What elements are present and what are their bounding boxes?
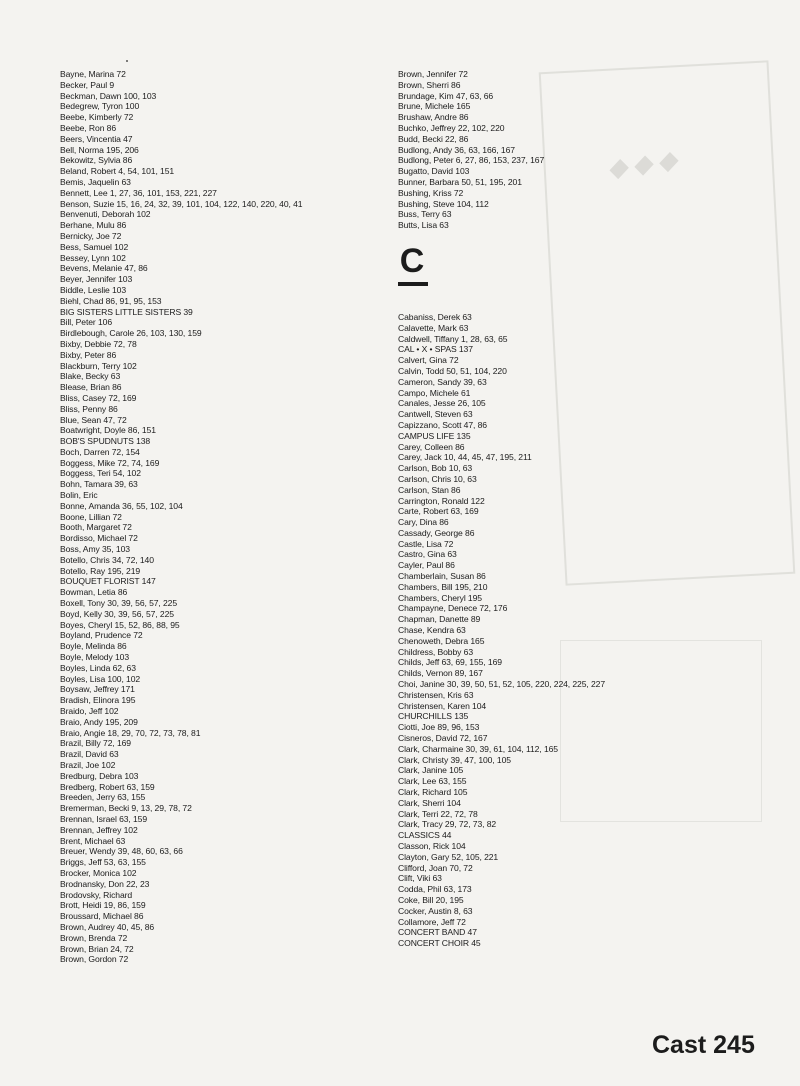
index-entry: Clark, Sherri 104 [398,797,461,808]
index-entry: Chenoweth, Debra 165 [398,635,485,646]
index-entry: Bedegrew, Tyron 100 [60,101,140,112]
index-entry: BOB'S SPUDNUTS 138 [60,436,151,447]
index-entry: Bushing, Steve 104, 112 [398,198,489,209]
index-entry: Boyland, Prudence 72 [60,630,143,641]
index-entry: Boyles, Linda 62, 63 [60,662,136,673]
index-entry: Bushing, Kriss 72 [398,187,464,198]
index-entry: Clark, Tracy 29, 72, 73, 82 [398,819,497,830]
index-entry: Brent, Michael 63 [60,835,126,846]
index-entry: Boyles, Lisa 100, 102 [60,673,141,684]
index-entry: Clark, Charmaine 30, 39, 61, 104, 112, 165 [398,743,558,754]
section-letter: C [399,241,425,280]
index-entry: Clark, Richard 105 [398,787,468,798]
index-entry: Carey, Colleen 86 [398,441,465,452]
index-entry: Cameron, Sandy 39, 63 [398,376,487,387]
index-entry: Brazil, Billy 72, 169 [60,738,131,749]
index-entry: Calvert, Gina 72 [398,355,459,366]
index-entry: Boatwright, Doyle 86, 151 [60,425,156,436]
index-entry: Coke, Bill 20, 195 [398,894,464,905]
index-entry: Buchko, Jeffrey 22, 102, 220 [398,122,505,133]
index-entry: Botello, Chris 34, 72, 140 [60,554,154,565]
index-entry: Bunner, Barbara 50, 51, 195, 201 [398,176,522,187]
index-entry: Boch, Darren 72, 154 [60,446,140,457]
index-entry: Clift, Viki 63 [398,873,442,884]
index-entry: Carrington, Ronald 122 [398,495,485,506]
index-entry: Buss, Terry 63 [398,209,452,220]
page-folio [652,1031,755,1060]
index-entry: Cantwell, Steven 63 [398,409,473,420]
index-entry: Brushaw, Andre 86 [398,112,469,123]
index-entry: Boss, Amy 35, 103 [60,544,130,555]
index-column-right [398,69,788,949]
index-entry: Clark, Christy 39, 47, 100, 105 [398,754,511,765]
index-entry: Cabaniss, Derek 63 [398,311,472,322]
index-entry: Canales, Jesse 26, 105 [398,398,486,409]
index-entry: Carlson, Chris 10, 63 [398,473,477,484]
section-letter-underline [398,282,428,286]
index-entry: Chase, Kendra 63 [398,625,466,636]
index-entry: Biehl, Chad 86, 91, 95, 153 [60,295,162,306]
index-entry: Bekowitz, Sylvia 86 [60,155,133,166]
index-entry: Chambers, Cheryl 195 [398,592,482,603]
index-entry: Brown, Gordon 72 [60,954,129,965]
bleed-through-graphic: ◆ ◆ ◆ [606,146,679,183]
index-entry: Blake, Becky 63 [60,371,121,382]
index-entry: Ciotti, Joe 89, 96, 153 [398,722,480,733]
index-entry: Bevens, Melanie 47, 86 [60,263,148,274]
index-entry: Budlong, Andy 36, 63, 166, 167 [398,144,515,155]
index-entry: Brocker, Monica 102 [60,867,137,878]
index-entry: Bennett, Lee 1, 27, 36, 101, 153, 221, 227 [60,187,217,198]
index-entry: Boyle, Melody 103 [60,652,130,663]
index-entry: Biddle, Leslie 103 [60,284,127,295]
index-entry: Christensen, Karen 104 [398,700,487,711]
index-entry: Calavette, Mark 63 [398,322,469,333]
index-entry: CHURCHILLS 135 [398,711,469,722]
index-entry: Collamore, Jeff 72 [398,916,466,927]
index-entry: Brodnansky, Don 22, 23 [60,878,150,889]
index-entry: Calvin, Todd 50, 51, 104, 220 [398,365,507,376]
index-entry: Beyer, Jennifer 103 [60,274,133,285]
index-entry: Castro, Gina 63 [398,549,457,560]
index-entry: Chamberlain, Susan 86 [398,571,486,582]
index-entry: Bonne, Amanda 36, 55, 102, 104 [60,500,183,511]
index-entry: Bessey, Lynn 102 [60,252,126,263]
index-entry: Braido, Jeff 102 [60,706,119,717]
index-entry: Bowman, Letia 86 [60,587,128,598]
index-entry: Christensen, Kris 63 [398,689,474,700]
index-entry: BIG SISTERS LITTLE SISTERS 39 [60,306,193,317]
index-entry: CAL • X • SPAS 137 [398,344,473,355]
index-entry: Brown, Jennifer 72 [398,69,468,79]
index-entry: Braio, Angie 18, 29, 70, 72, 73, 78, 81 [60,727,201,738]
index-entry: Breuer, Wendy 39, 48, 60, 63, 66 [60,846,183,857]
index-entry: Castle, Lisa 72 [398,538,454,549]
index-entry: Clark, Lee 63, 155 [398,776,467,787]
folio-page-number: 245 [713,1031,755,1059]
index-entry: Boone, Lillian 72 [60,511,122,522]
index-entry: CLASSICS 44 [398,830,452,841]
index-entry: Clifford, Joan 70, 72 [398,862,473,873]
index-entry: Blackburn, Terry 102 [60,360,137,371]
index-entry: Berhane, Mulu 86 [60,220,127,231]
index-entry: Bess, Samuel 102 [60,241,129,252]
index-entry: Cassady, George 86 [398,527,475,538]
index-group-c [398,312,788,949]
index-entry: Brown, Brian 24, 72 [60,943,134,954]
index-entry: Cocker, Austin 8, 63 [398,905,473,916]
index-entry: Brennan, Jeffrey 102 [60,824,138,835]
index-entry: Champayne, Denece 72, 176 [398,603,508,614]
index-entry: Caldwell, Tiffany 1, 28, 63, 65 [398,333,508,344]
index-entry: Bemis, Jaquelin 63 [60,176,131,187]
index-entry: Bradish, Elinora 195 [60,695,136,706]
index-entry: Carte, Robert 63, 169 [398,506,479,517]
index-entry: Booth, Margaret 72 [60,522,132,533]
index-entry: Brodovsky, Richard [60,889,133,900]
index-entry: Boyle, Melinda 86 [60,641,127,652]
index-entry: Boyd, Kelly 30, 39, 56, 57, 225 [60,608,174,619]
index-entry: Bohn, Tamara 39, 63 [60,479,138,490]
index-entry: Brazil, Joe 102 [60,760,116,770]
index-entry: Beland, Robert 4, 54, 101, 151 [60,166,175,177]
index-entry: Bill, Peter 106 [60,317,113,328]
index-entry: Boxell, Tony 30, 39, 56, 57, 225 [60,598,178,609]
index-entry: Choi, Janine 30, 39, 50, 51, 52, 105, 220, 224, 225, 227 [398,679,606,690]
index-entry: Bayne, Marina 72 [60,69,126,79]
index-entry: Budlong, Peter 6, 27, 86, 153, 237, 167 [398,155,545,166]
index-entry: Bordisso, Michael 72 [60,533,138,544]
index-entry: BOUQUET FLORIST 147 [60,576,156,587]
index-entry: Bixby, Peter 86 [60,349,117,360]
index-entry: Bugatto, David 103 [398,166,470,177]
index-entry: Brundage, Kim 47, 63, 66 [398,90,494,101]
index-entry: Carlson, Stan 86 [398,484,461,495]
index-entry: Beebe, Ron 86 [60,122,117,133]
index-entry: Cayler, Paul 86 [398,560,455,571]
index-entry: Beckman, Dawn 100, 103 [60,90,157,101]
index-entry: Clark, Janine 105 [398,765,464,776]
index-entry: Bredburg, Debra 103 [60,770,139,781]
index-entry: Benvenuti, Deborah 102 [60,209,151,220]
index-entry: Becker, Paul 9 [60,79,115,90]
index-entry: Chambers, Bill 195, 210 [398,581,488,592]
index-entry: Carey, Jack 10, 44, 45, 47, 195, 211 [398,452,532,463]
index-entry: Childs, Jeff 63, 69, 155, 169 [398,657,502,668]
index-entry: Bernicky, Joe 72 [60,230,122,241]
index-entry: Bredberg, Robert 63, 159 [60,781,155,792]
index-entry: Clark, Terri 22, 72, 78 [398,808,478,819]
index-entry: CONCERT CHOIR 45 [398,938,481,949]
index-entry: Brown, Sherri 86 [398,79,461,90]
index-entry: Birdlebough, Carole 26, 103, 130, 159 [60,328,202,339]
section-letter-heading [398,241,788,280]
index-entry: Carlson, Bob 10, 63 [398,463,473,474]
index-entry: Brune, Michele 165 [398,101,471,112]
index-entry: Bremerman, Becki 9, 13, 29, 78, 72 [60,803,192,814]
index-entry: Budd, Becki 22, 86 [398,133,469,144]
index-entry: Cisneros, David 72, 167 [398,733,488,744]
index-entry: Bliss, Penny 86 [60,403,118,414]
index-entry: Bolin, Eric [60,490,98,501]
index-entry: Boysaw, Jeffrey 171 [60,684,135,695]
index-entry: Classon, Rick 104 [398,841,466,851]
index-entry: Bell, Norma 195, 206 [60,144,139,155]
index-entry: Boggess, Mike 72, 74, 169 [60,457,160,468]
index-entry: Blue, Sean 47, 72 [60,414,127,425]
index-entry: Capizzano, Scott 47, 86 [398,419,487,430]
index-entry: Clayton, Gary 52, 105, 221 [398,851,499,862]
index-entry: CAMPUS LIFE 135 [398,430,471,441]
index-entry: Braio, Andy 195, 209 [60,716,138,727]
index-entry: Brazil, David 63 [60,749,119,760]
index-entry: Boggess, Teri 54, 102 [60,468,141,479]
folio-section: Cast [652,1031,707,1059]
index-entry: Butts, Lisa 63 [398,220,449,231]
index-entry: Cary, Dina 86 [398,517,449,528]
index-column-left [60,69,450,965]
index-entry: CONCERT BAND 47 [398,927,477,938]
index-entry: Brown, Audrey 40, 45, 86 [60,921,155,932]
index-entry: Childress, Bobby 63 [398,646,474,657]
index-entry: Boyes, Cheryl 15, 52, 86, 88, 95 [60,619,180,630]
index-entry: Broussard, Michael 86 [60,911,144,922]
index-entry: Chapman, Danette 89 [398,614,481,625]
index-entry: Beers, Vincentia 47 [60,133,133,144]
index-entry: Benson, Suzie 15, 16, 24, 32, 39, 101, 104, 122, 140, 220, 40, 41 [60,198,303,209]
index-entry: Botello, Ray 195, 219 [60,565,141,576]
index-entry: Brott, Heidi 19, 86, 159 [60,900,146,911]
index-entry: Brennan, Israel 63, 159 [60,813,148,824]
index-entry: Campo, Michele 61 [398,387,471,398]
speck-mark [126,60,128,62]
index-entry: Beebe, Kimberly 72 [60,112,134,123]
index-entry: Codda, Phil 63, 173 [398,884,472,895]
index-entry: Childs, Vernon 89, 167 [398,668,483,679]
index-entry: Briggs, Jeff 53, 63, 155 [60,857,146,868]
index-entry: Bixby, Debbie 72, 78 [60,338,137,349]
index-group-b-continued [398,69,788,231]
index-entry: Breeden, Jerry 63, 155 [60,792,146,803]
index-entry: Bliss, Casey 72, 169 [60,392,137,403]
index-entry: Blease, Brian 86 [60,382,122,393]
index-entry: Brown, Brenda 72 [60,932,128,943]
